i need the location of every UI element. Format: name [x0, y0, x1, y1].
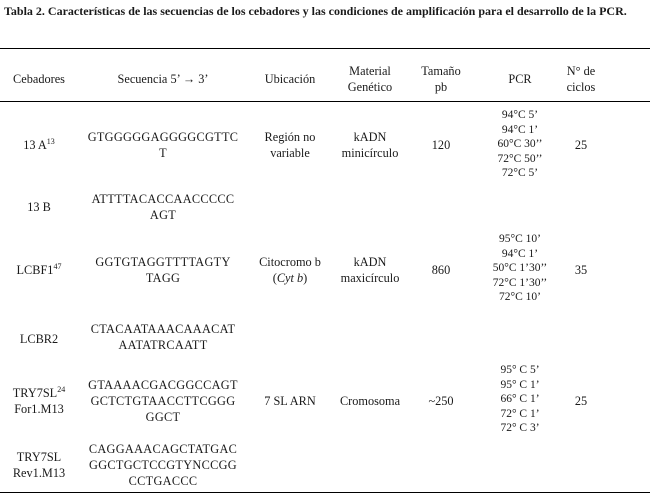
row3-pcr	[474, 232, 566, 305]
row1-pcr	[474, 108, 566, 181]
row5-seq-line1: GTAAAACGACGGCCAGT	[88, 378, 238, 392]
row5-pcr	[474, 363, 566, 436]
row5-cebador-line2: For1.M13	[14, 402, 64, 416]
row3-mat-line2: maxicírculo	[340, 271, 400, 285]
row3-ubic-gene: Cyt b	[276, 271, 304, 285]
header-tamano	[408, 63, 474, 95]
header-ciclos-line1: N° de	[566, 64, 596, 78]
row1-cebador-ref: 13	[46, 136, 55, 146]
row1-pcr-step1: 94°C 5’	[501, 109, 539, 121]
row5-cebador-text: TRY7SL	[12, 386, 58, 400]
row3-seq-line1: GGTGTAGGTTTTAGTY	[95, 255, 231, 269]
table-top-rule	[0, 48, 650, 49]
header-tamano-line2: pb	[434, 80, 448, 94]
table-bottom-rule	[0, 492, 650, 493]
row5-pcr-step5: 72° C 3’	[500, 422, 540, 435]
header-material-line1: Material	[349, 64, 391, 78]
row5-tamano: ~250	[428, 394, 454, 408]
row4-seq-line1: CTACAATAAACAAACAT	[90, 322, 236, 336]
row3-seq-line2: TAGG	[145, 271, 181, 285]
row3-pcr-step3: 50°C 1’30’’	[492, 262, 548, 275]
header-ciclos	[566, 63, 596, 95]
row5-seq-line3: GGCT	[145, 410, 181, 424]
row3-ubic-paren-close: )	[303, 271, 308, 285]
row1-pcr-step5: 72°C 5’	[501, 167, 539, 180]
header-material	[332, 63, 408, 95]
row2-cebador: 13 B	[27, 200, 51, 214]
row3-ubic-paren-open: (	[272, 271, 277, 285]
row3-cebador	[0, 262, 78, 278]
row1-seq-line1: GTGGGGGAGGGGCGTTC	[87, 130, 239, 144]
row4-secuencia	[78, 321, 248, 353]
row3-cebador-text: LCBF1	[16, 263, 54, 277]
row2-seq-line1: ATTTTACACCAACCCCC	[91, 192, 235, 206]
row1-cebador	[0, 137, 78, 153]
header-tamano-line1: Tamaño	[421, 64, 461, 78]
row1-secuencia	[78, 129, 248, 161]
table-caption: Tabla 2. Características de las secuencias de los cebadores y las condiciones de amplificación para el desarrollo de la PCR.	[4, 4, 627, 18]
header-cebadores: Cebadores	[13, 72, 65, 86]
header-bottom-rule	[0, 101, 650, 102]
row3-cebador-ref: 47	[53, 261, 62, 271]
row4-seq-line2: AATATRCAATT	[118, 338, 208, 352]
row3-ubic-line1: Citocromo b	[259, 255, 321, 269]
header-secuencia: Secuencia 5’ → 3’	[117, 72, 209, 86]
row5-pcr-step2: 95° C 1’	[500, 378, 540, 391]
row6-seq-line3: CCTGACCC	[128, 474, 198, 488]
row5-cebador	[0, 385, 78, 417]
row5-pcr-step4: 72° C 1’	[500, 407, 540, 420]
row3-mat-line1: kADN	[353, 255, 387, 269]
row1-pcr-step3: 60°C 30’’	[497, 138, 543, 151]
row3-tamano: 860	[431, 263, 451, 277]
header-pcr: PCR	[508, 72, 532, 86]
row3-pcr-step2: 94°C 1’	[501, 247, 539, 260]
row6-seq-line1: CAGGAAACAGCTATGAC	[88, 442, 238, 456]
row5-ciclos: 25	[574, 394, 588, 408]
row5-seq-line2: GCTCTGTAACCTTCGGG	[90, 394, 236, 408]
row5-pcr-step1: 95° C 5’	[500, 364, 540, 376]
row1-pcr-step4: 72°C 50’’	[497, 152, 543, 165]
row1-tamano: 120	[431, 138, 451, 152]
row3-pcr-step1: 95°C 10’	[499, 233, 541, 245]
row4-cebador: LCBR2	[19, 332, 59, 346]
row3-material	[332, 254, 408, 286]
row5-material: Cromosoma	[339, 394, 401, 408]
row3-ciclos: 35	[574, 263, 588, 277]
row3-pcr-step5: 72°C 10’	[499, 291, 541, 304]
row3-secuencia	[78, 254, 248, 286]
row1-cebador-text: 13 A	[23, 138, 47, 152]
header-material-line2: Genético	[347, 80, 393, 94]
row1-pcr-step2: 94°C 1’	[501, 123, 539, 136]
row3-ubic-line2	[248, 270, 332, 286]
row6-cebador-line1: TRY7SL	[16, 450, 62, 464]
row2-seq-line2: AGT	[149, 208, 177, 222]
row6-secuencia	[78, 441, 248, 489]
row1-ubic-line1: Región no	[264, 130, 316, 144]
row6-seq-line2: GGCTGCTCCGTYNCCGG	[89, 458, 237, 472]
row3-pcr-step4: 72°C 1’30’’	[492, 276, 548, 289]
row5-ubicacion: 7 SL ARN	[264, 394, 316, 408]
row6-cebador	[0, 449, 78, 481]
row1-mat-line2: minicírculo	[341, 146, 399, 160]
row1-ciclos: 25	[574, 138, 588, 152]
header-ubicacion: Ubicación	[264, 72, 316, 86]
row1-seq-line2: T	[159, 146, 167, 160]
row1-material	[332, 129, 408, 161]
row5-cebador-ref: 24	[57, 384, 66, 394]
row5-pcr-step3: 66° C 1’	[500, 393, 540, 406]
row1-ubic-line2: variable	[270, 146, 310, 160]
row2-secuencia	[78, 191, 248, 223]
row3-ubicacion	[248, 254, 332, 286]
row1-ubicacion	[248, 129, 332, 161]
row5-cebador-line1	[0, 385, 78, 401]
row1-mat-line1: kADN	[353, 130, 387, 144]
row6-cebador-line2: Rev1.M13	[12, 466, 66, 480]
header-ciclos-line2: ciclos	[566, 80, 596, 94]
row5-secuencia	[78, 377, 248, 425]
